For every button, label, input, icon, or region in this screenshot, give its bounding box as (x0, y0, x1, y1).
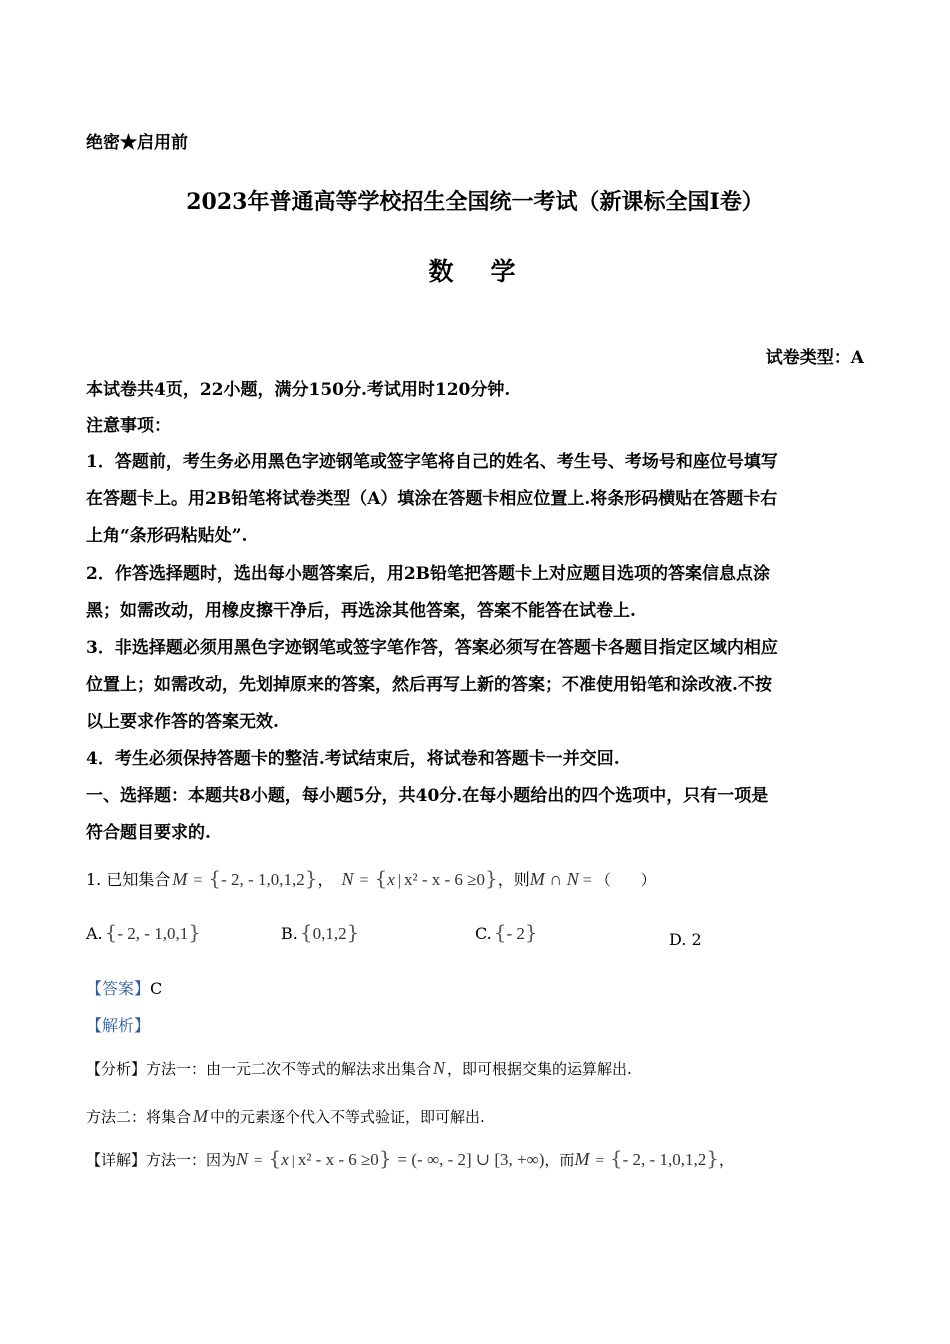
detail-line: 【详解】方法一：因为N = {x | x² - x - 6 ≥0} = (- ∞, - 2] ∪ [3, +∞)，而M = {- 2, - 1,0,1,2}， (86, 1146, 734, 1170)
detail-end: ， (718, 1151, 734, 1169)
notice-item-3-line-1: 3．非选择题必须用黑色字迹钢笔或签字笔作答，答案必须写在答题卡各题目指定区域内相应 (86, 638, 778, 658)
option-c: C. {- 2} (475, 920, 538, 944)
notice-heading: 注意事项： (86, 416, 171, 436)
option-a-value: - 2, - 1,0,1 (117, 924, 189, 943)
analysis-set-n: N (433, 1058, 446, 1078)
notice-item-2-line-2: 黑；如需改动，用橡皮擦干净后，再选涂其他答案，答案不能答在试卷上. (86, 601, 636, 621)
detail-tag: 【详解】 (86, 1151, 147, 1169)
option-c-value: - 2 (506, 924, 525, 943)
question-1-prefix: 1. 已知集合 (86, 870, 171, 889)
equals-sign: = (582, 872, 592, 889)
option-b-label: B. (281, 924, 298, 943)
set-n-symbol: N (341, 869, 354, 889)
answer-tag: 【答案】 (86, 979, 151, 998)
detail-text-1: 方法一：因为 (146, 1151, 237, 1169)
option-d (669, 930, 702, 949)
notice-item-4-line-1: 4．考生必须保持答题卡的整洁.考试结束后，将试卷和答题卡一并交回. (86, 749, 620, 769)
exam-title: 2023年普通高等学校招生全国统一考试（新课标全国Ⅰ卷） (186, 189, 764, 215)
method-2-text-2: 中的元素逐个代入不等式验证，即可解出. (210, 1108, 485, 1126)
set-m-elements: - 2, - 1,0,1,2 (221, 870, 305, 889)
analysis-tag: 【解析】 (86, 1016, 151, 1035)
method-2-line (86, 1106, 485, 1127)
intersection-expression: M ∩ N (529, 869, 579, 889)
detail-text-2: ，而 (544, 1151, 575, 1169)
analysis-text-2: ，即可根据交集的运算解出. (447, 1060, 632, 1078)
section-heading-line-1: 一、选择题：本题共8小题，每小题5分，共40分.在每小题给出的四个选项中，只有一项是 (86, 786, 769, 806)
paper-type: 试卷类型：A (765, 348, 864, 368)
answer-blank: （ ） (595, 871, 656, 889)
answer-line (86, 976, 162, 999)
option-b: B. {0,1,2} (281, 920, 360, 944)
intro-text: 本试卷共4页，22小题，满分150分.考试用时120分钟. (86, 380, 511, 400)
question-1-stem: 1. 已知集合 M = {- 2, - 1,0,1,2}， N = {x | x² - x - 6 ≥0}，则M ∩ N = （ ） (86, 866, 656, 890)
subject-title: 数 学 (428, 257, 522, 286)
method-2-text-1: 方法二：将集合 (86, 1108, 192, 1126)
method-2-set-m: M (193, 1106, 209, 1126)
notice-item-2-line-1: 2．作答选择题时，选出每小题答案后，用2B铅笔把答题卡上对应题目选项的答案信息点涂 (86, 564, 771, 584)
analysis-text-1: 方法一：由一元二次不等式的解法求出集合 (146, 1060, 432, 1078)
option-c-label: C. (475, 924, 492, 943)
option-b-value: 0,1,2 (312, 924, 347, 943)
notice-item-1-line-1: 1．答题前，考生务必用黑色字迹钢笔或签字笔将自己的姓名、考生号、考场号和座位号填写 (86, 452, 778, 472)
set-m-symbol: M (172, 869, 188, 889)
analysis-tag-label: 【分析】 (86, 1060, 147, 1078)
question-1-then: ，则 (497, 870, 530, 889)
set-n-condition: x² - x - 6 ≥0 (403, 870, 485, 889)
analysis-line (86, 1058, 632, 1079)
detail-set-n-condition: x² - x - 6 ≥0 (297, 1150, 379, 1169)
detail-set-m-elements: - 2, - 1,0,1,2 (622, 1150, 707, 1169)
question-1-comma: ， (317, 870, 334, 889)
option-d-value: 2 (691, 930, 702, 949)
notice-item-3-line-3: 以上要求作答的答案无效. (86, 712, 279, 732)
section-heading-line-2: 符合题目要求的. (86, 823, 211, 843)
option-a: A. {- 2, - 1,0,1} (86, 920, 201, 944)
detail-set-n-variable: x (281, 1150, 289, 1169)
notice-item-1-line-3: 上角“条形码粘贴处”. (86, 526, 248, 546)
detail-interval: = (- ∞, - 2] ∪ [3, +∞) (397, 1150, 545, 1169)
detail-set-m-symbol: M (574, 1149, 590, 1169)
notice-item-3-line-2: 位置上；如需改动，先划掉原来的答案，然后再写上新的答案；不准使用铅笔和涂改液.不按 (86, 675, 772, 695)
notice-item-1-line-2: 在答题卡上。用2B铅笔将试卷类型（A）填涂在答题卡相应位置上.将条形码横贴在答题卡右 (86, 489, 778, 509)
set-n-variable: x (387, 870, 395, 889)
confidential-mark: 绝密★启用前 (86, 133, 188, 153)
option-a-label: A. (86, 924, 103, 943)
answer-value: C (150, 979, 163, 998)
option-d-label: D. (669, 930, 687, 949)
detail-set-n-symbol: N (236, 1149, 249, 1169)
